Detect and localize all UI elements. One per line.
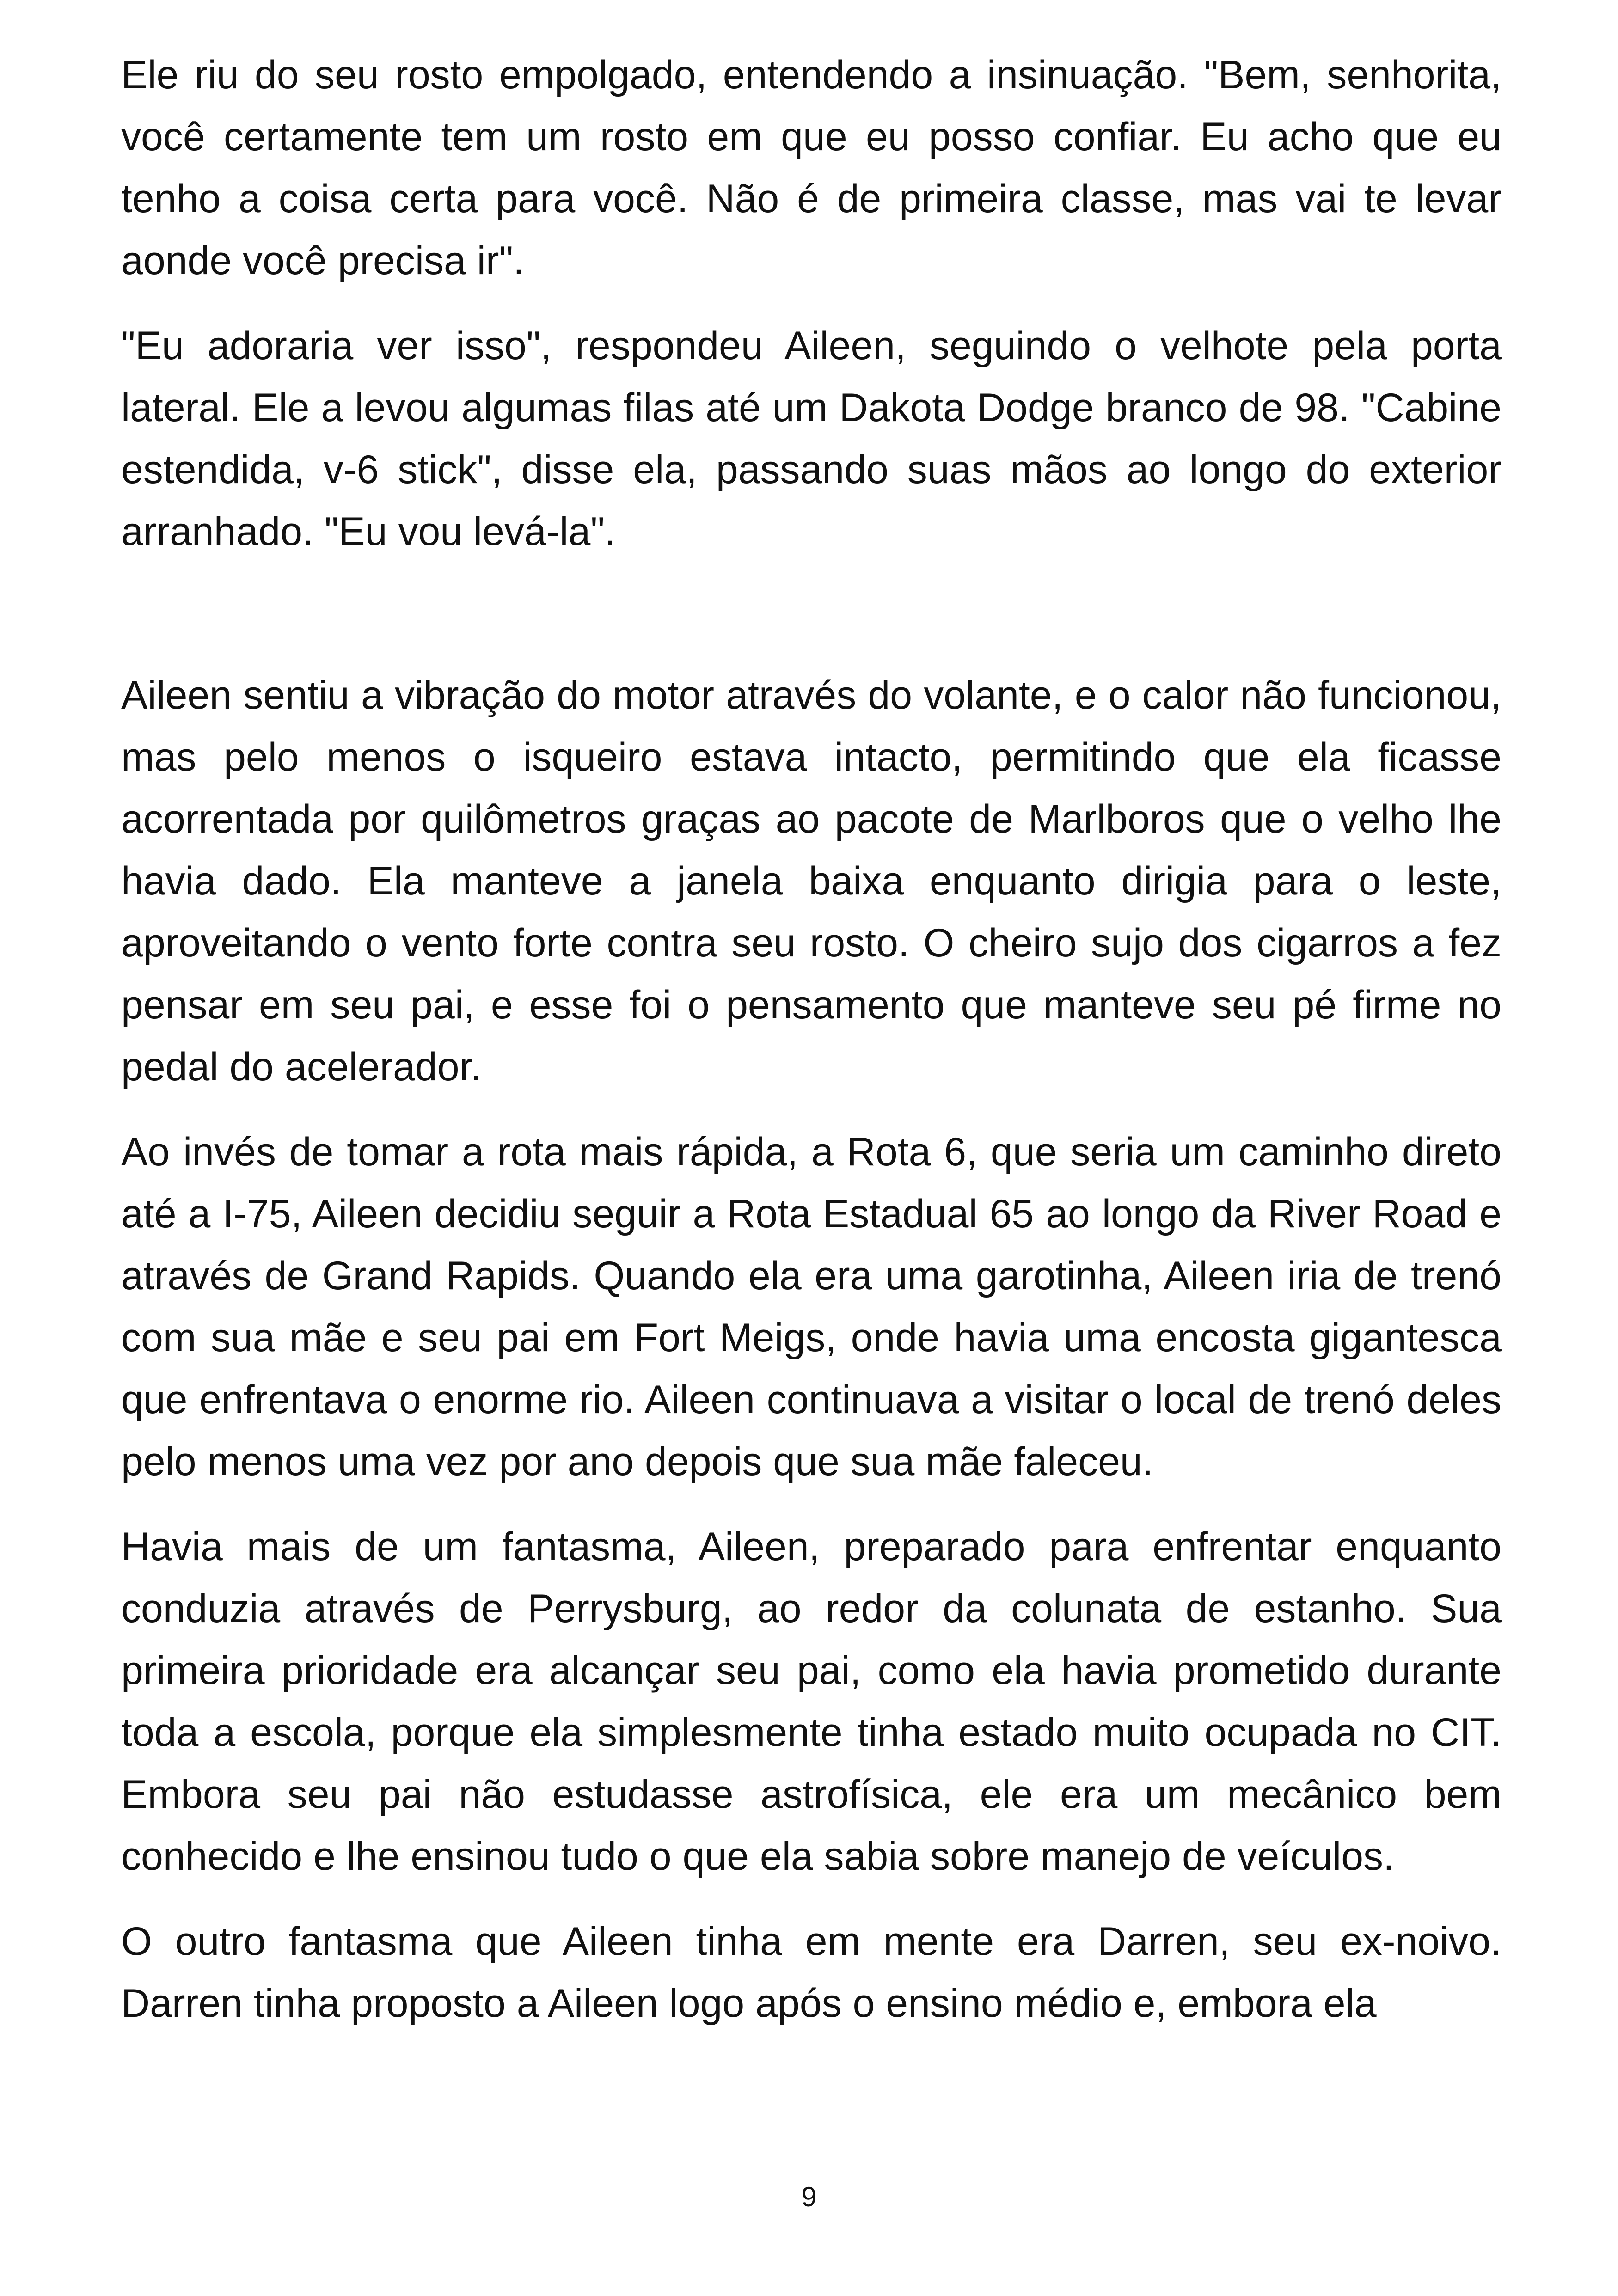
paragraph-4: Ao invés de tomar a rota mais rápida, a Rota 6, que seria um caminho direto até a I-75, Aileen decidiu seguir a Rota Estadual 65 ao longo da River Road e através de Grand Rapids. Quando ela era uma garotinha, Aileen iria de trenó com sua mãe e seu pai em Fort Meigs, onde havia uma encosta gigantesca que enfrentava o enorme rio. Aileen continuava a visitar o local de trenó deles pelo menos uma vez por ano depois que sua mãe faleceu.: [121, 1130, 1502, 1484]
paragraph-6: O outro fantasma que Aileen tinha em mente era Darren, seu ex-noivo. Darren tinha proposto a Aileen logo após o ensino médio e, embora ela: [121, 1919, 1502, 2026]
paragraph-3: Aileen sentiu a vibração do motor através do volante, e o calor não funcionou, mas pelo menos o isqueiro estava intacto, permitindo que ela ficasse acorrentada por quilômetros graças ao pacote de Marlboros que o velho lhe havia dado. Ela manteve a janela baixa enquanto dirigia para o leste, aproveitando o vento forte contra seu rosto. O cheiro sujo dos cigarros a fez pensar em seu pai, e esse foi o pensamento que manteve seu pé firme no pedal do acelerador.: [121, 673, 1502, 1089]
paragraph-1: Ele riu do seu rosto empolgado, entendendo a insinuação. "Bem, senhorita, você certamente tem um rosto em que eu posso confiar. Eu acho que eu tenho a coisa certa para você. Não é de primeira classe, mas vai te levar aonde você precisa ir".: [121, 53, 1502, 283]
page-number: 9: [801, 2181, 817, 2212]
paragraph-5: Havia mais de um fantasma, Aileen, preparado para enfrentar enquanto conduzia através de Perrysburg, ao redor da colunata de estanho. Sua primeira prioridade era alcançar seu pai, como ela havia prometido durante toda a escola, porque ela simplesmente tinha estado muito ocupada no CIT. Embora seu pai não estudasse astrofísica, ele era um mecânico bem conhecido e lhe ensinou tudo o que ela sabia sobre manejo de veículos.: [121, 1525, 1502, 1879]
body-text: [121, 44, 1502, 2057]
paragraph-2: "Eu adoraria ver isso", respondeu Aileen, seguindo o velhote pela porta lateral. Ele a levou algumas filas até um Dakota Dodge branco de 98. "Cabine estendida, v-6 stick", disse ela, passando suas mãos ao longo do exterior arranhado. "Eu vou levá-la".: [121, 324, 1502, 554]
